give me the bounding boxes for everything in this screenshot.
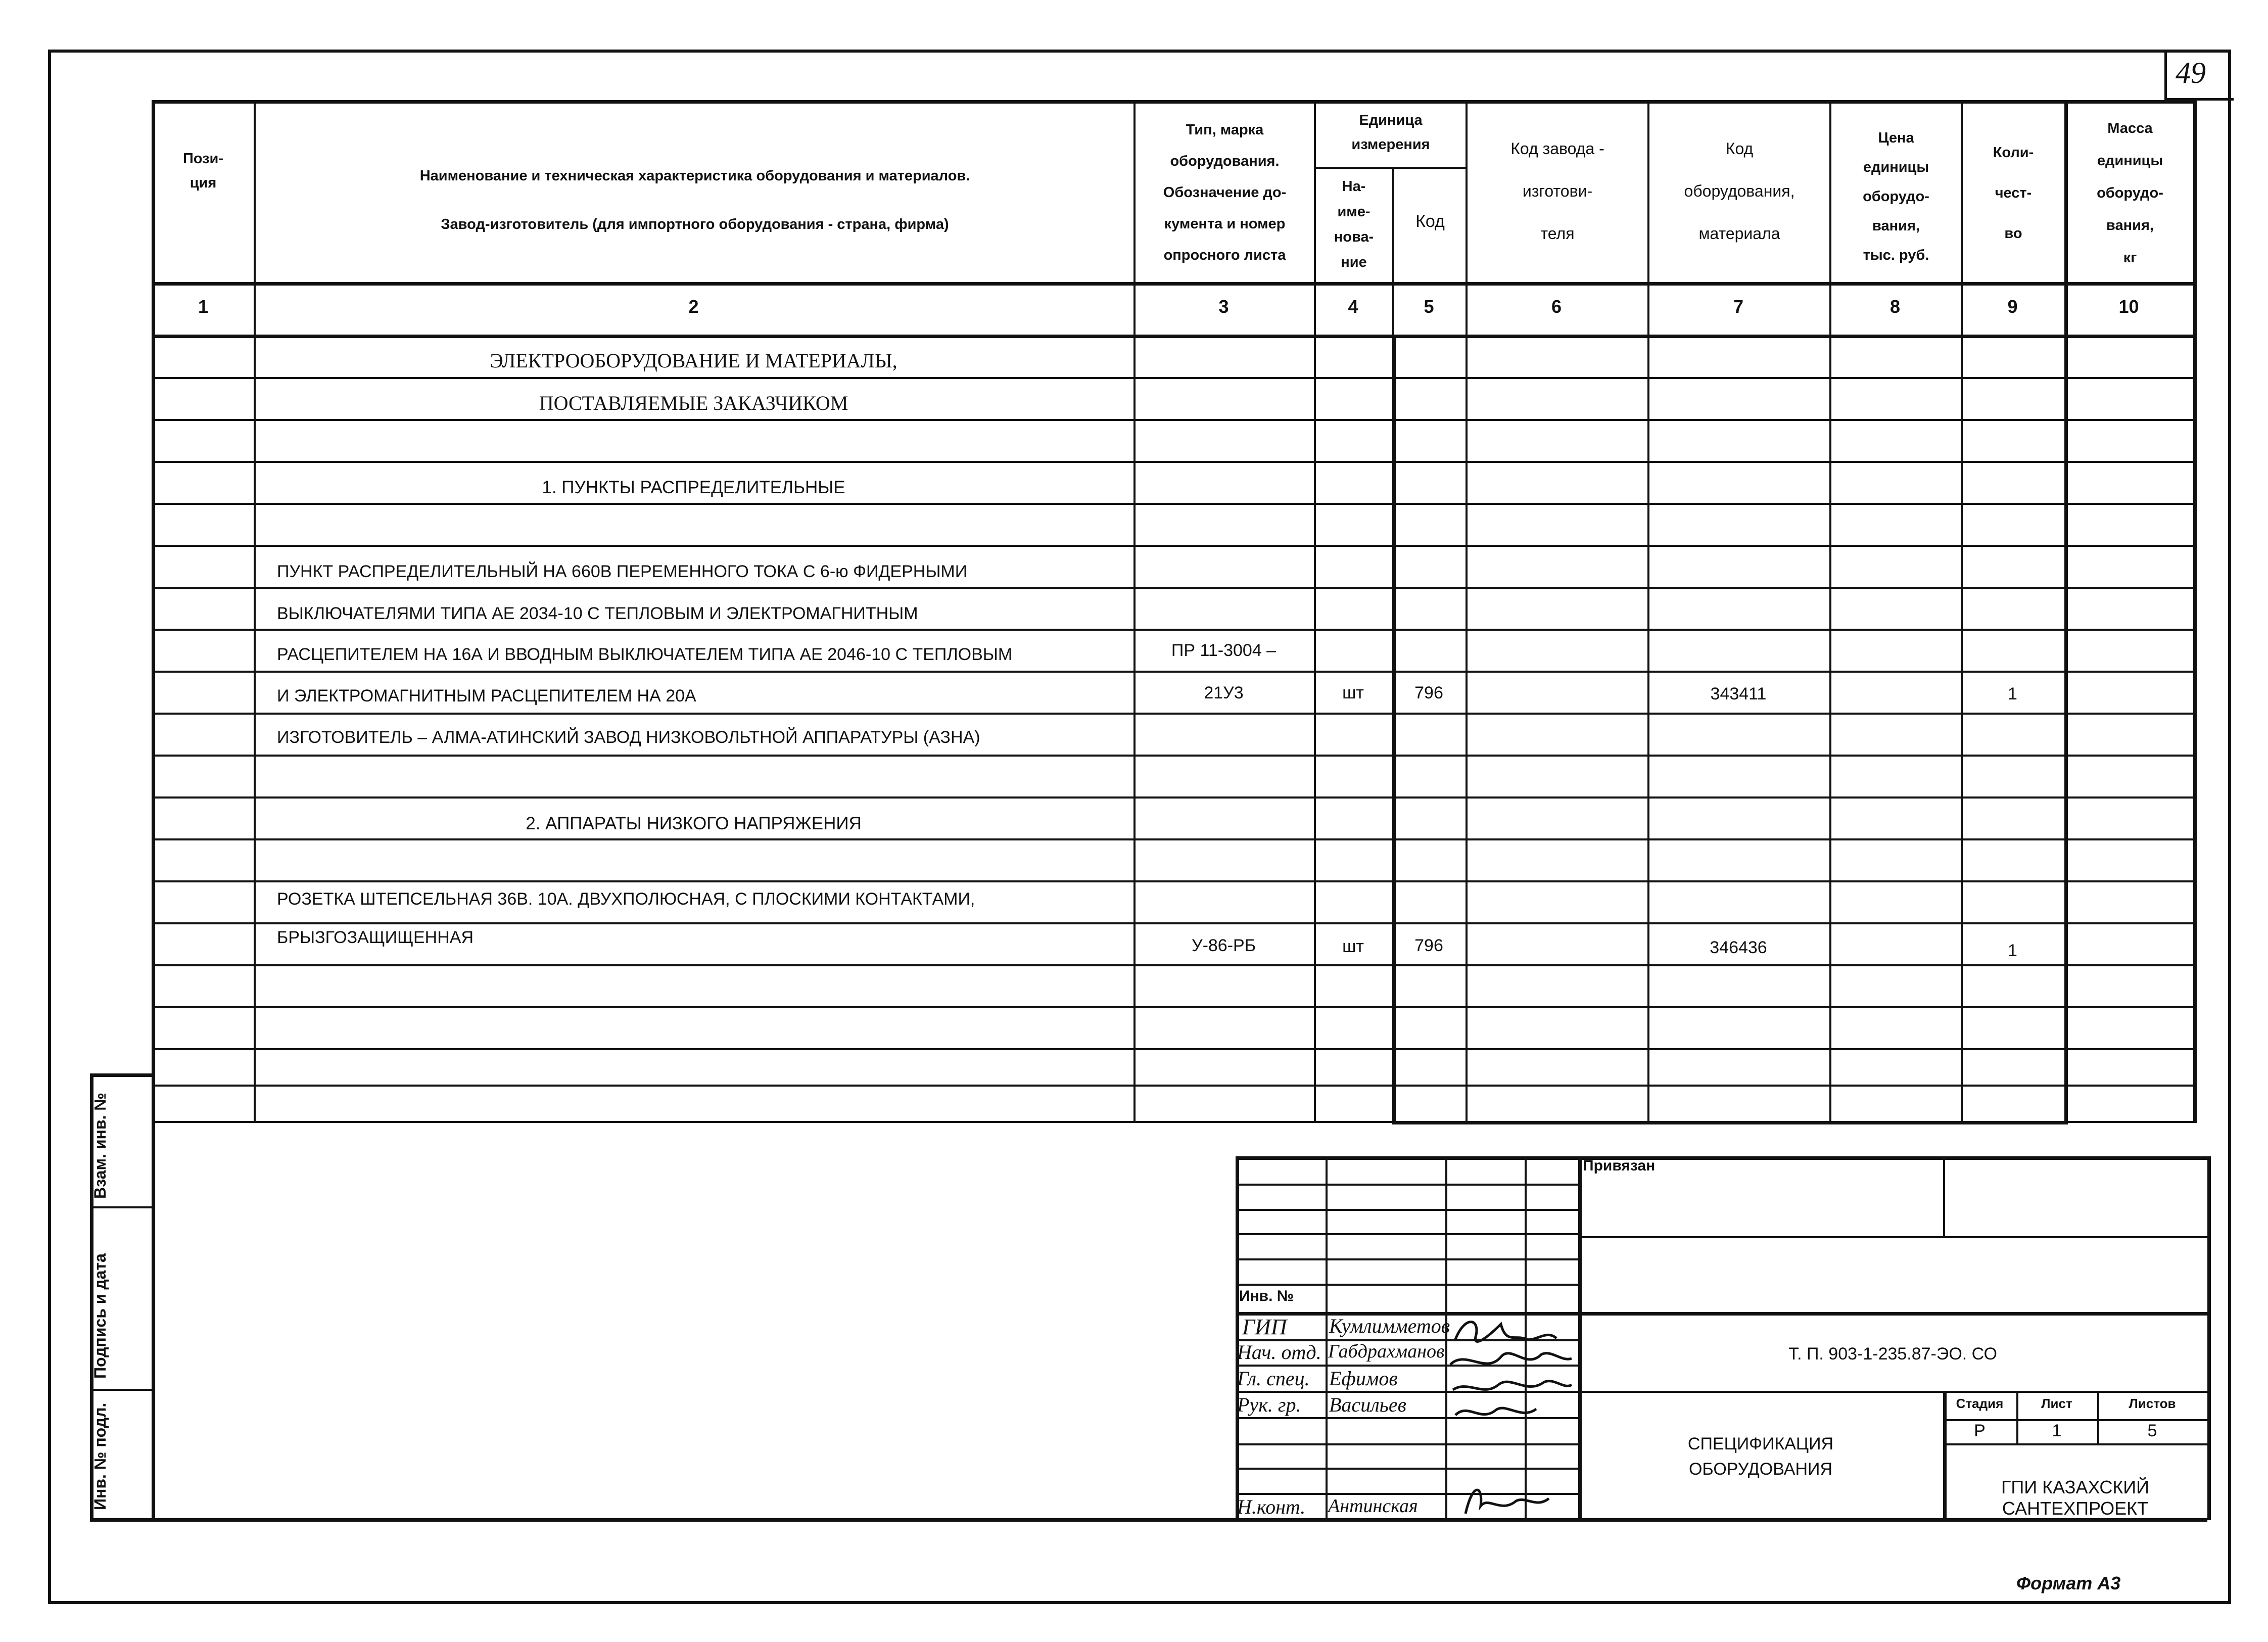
col-number-7: 7 <box>1733 296 1744 317</box>
item1-type-2: 21У3 <box>1204 683 1244 702</box>
item2-quantity: 1 <box>2008 941 2017 960</box>
header-factory-code: Код завода - изготови- теля <box>1510 139 1604 243</box>
col-number-1: 1 <box>198 296 209 317</box>
item1-line-3: РАСЦЕПИТЕЛЕМ НА 16А И ВВОДНЫМ ВЫКЛЮЧАТЕЛЕМ ТИПА АЕ 2046-10 С ТЕПЛОВЫМ <box>277 645 1013 664</box>
main-title-line-2: ПОСТАВЛЯЕМЫЕ ЗАКАЗЧИКОМ <box>539 392 848 414</box>
item2-material-code: 346436 <box>1710 938 1767 957</box>
section-1-title: 1. ПУНКТЫ РАСПРЕДЕЛИТЕЛЬНЫЕ <box>542 478 845 497</box>
name-gl-spec: Ефимов <box>1329 1367 1398 1390</box>
header-price: Цена единицы оборудо- вания, тыс. руб. <box>1863 130 1929 263</box>
item1-quantity: 1 <box>2008 684 2017 703</box>
role-n-kont: Н.конт. <box>1237 1495 1306 1518</box>
col-number-3: 3 <box>1218 296 1229 317</box>
role-nach-otd: Нач. отд. <box>1237 1341 1321 1364</box>
format-label: Формат А3 <box>2016 1573 2121 1593</box>
main-title-line-1: ЭЛЕКТРООБОРУДОВАНИЕ И МАТЕРИАЛЫ, <box>490 349 897 372</box>
item1-type-1: ПР 11-3004 – <box>1171 641 1277 660</box>
item2-line-2: БРЫЗГОЗАЩИЩЕННАЯ <box>277 928 474 947</box>
item1-line-5: ИЗГОТОВИТЕЛЬ – АЛМА-АТИНСКИЙ ЗАВОД НИЗКОВОЛЬТНОЙ АППАРАТУРЫ (АЗНА) <box>277 728 980 747</box>
col-number-4: 4 <box>1348 296 1358 317</box>
stage-label: Стадия <box>1956 1396 2004 1411</box>
role-gip: ГИП <box>1242 1315 1287 1339</box>
item1-line-4: И ЭЛЕКТРОМАГНИТНЫМ РАСЦЕПИТЕЛЕМ НА 20А <box>277 686 696 706</box>
item1-unit: шт <box>1342 683 1364 702</box>
header-material-code: Код оборудования, материала <box>1684 139 1795 243</box>
item1-line-2: ВЫКЛЮЧАТЕЛЯМИ ТИПА АЕ 2034-10 С ТЕПЛОВЫМ И ЭЛЕКТРОМАГНИТНЫМ <box>277 604 918 623</box>
item2-unit-code: 796 <box>1414 936 1443 955</box>
col-number-2: 2 <box>688 296 699 317</box>
col-number-8: 8 <box>1889 296 1901 317</box>
name-nach-otd: Габдрахманов <box>1328 1341 1445 1362</box>
bottom-border <box>90 1518 2207 1522</box>
name-ruk-gr: Васильев <box>1329 1393 1406 1416</box>
role-gl-spec: Гл. спец. <box>1237 1367 1310 1390</box>
header-quantity: Коли- чест- во <box>1993 145 2034 242</box>
sheets-value: 5 <box>2147 1421 2157 1440</box>
organization-line-2: САНТЕХПРОЕКТ <box>2002 1498 2149 1519</box>
side-stamp-inv-orig: Инв. № подл. <box>91 1402 109 1510</box>
title-block-inv-no: Инв. № <box>1239 1288 1294 1304</box>
col-number-9: 9 <box>2007 296 2018 317</box>
side-stamp-vzam-inv: Взам. инв. № <box>91 1093 109 1199</box>
header-unit: Единица измерения <box>1351 112 1430 153</box>
col-number-10: 10 <box>2118 296 2139 317</box>
sheet-label: Лист <box>2041 1396 2072 1411</box>
item1-line-1: ПУНКТ РАСПРЕДЕЛИТЕЛЬНЫЙ НА 660В ПЕРЕМЕННОГО ТОКА С 6-ю ФИДЕРНЫМИ <box>277 562 968 581</box>
side-stamp-sign-date: Подпись и дата <box>91 1253 109 1379</box>
document-code: Т. П. 903-1-235.87-ЭО. СО <box>1788 1344 1997 1364</box>
signature-scribbles <box>1445 1314 1577 1521</box>
item2-type: У-86-РБ <box>1191 936 1256 955</box>
header-type: Тип, марка оборудования. Обозначение до- кумента и номер опросного листа <box>1163 122 1287 263</box>
section-2-title: 2. АППАРАТЫ НИЗКОГО НАПРЯЖЕНИЯ <box>526 814 862 833</box>
sheet-value: 1 <box>2052 1421 2062 1440</box>
header-mass: Масса единицы оборудо- вания, кг <box>2097 120 2163 266</box>
title-block-privyazan: Привязан <box>1583 1157 1656 1174</box>
item1-material-code: 343411 <box>1710 684 1767 703</box>
sheets-label: Листов <box>2129 1396 2176 1411</box>
sheet-number: 49 <box>2176 56 2206 89</box>
organization-line-1: ГПИ КАЗАХСКИЙ <box>2001 1477 2150 1497</box>
item2-line-1: РОЗЕТКА ШТЕПСЕЛЬНАЯ 36В. 10А. ДВУХПОЛЮСНАЯ, С ПЛОСКИМИ КОНТАКТАМИ, <box>277 889 975 909</box>
header-unit-name: На- име- нова- ние <box>1334 178 1374 270</box>
role-ruk-gr: Рук. гр. <box>1237 1393 1301 1416</box>
col-number-5: 5 <box>1424 296 1434 317</box>
item1-unit-code: 796 <box>1414 683 1443 702</box>
document-title-line-2: ОБОРУДОВАНИЯ <box>1688 1460 1833 1479</box>
item2-unit: шт <box>1342 937 1364 956</box>
header-unit-code: Код <box>1415 212 1445 231</box>
name-n-kont: Антинская <box>1328 1495 1418 1517</box>
stage-value: Р <box>1974 1421 1986 1440</box>
header-name: Наименование и техническая характеристика оборудования и материалов. Завод-изготовитель (для импортного оборудования - страна, фирма) <box>419 168 970 232</box>
header-position: Пози- ция <box>182 151 224 191</box>
document-title-line-1: СПЕЦИФИКАЦИЯ <box>1687 1434 1834 1453</box>
col-number-6: 6 <box>1551 296 1562 317</box>
name-gip: Кумлимметов <box>1329 1315 1450 1337</box>
